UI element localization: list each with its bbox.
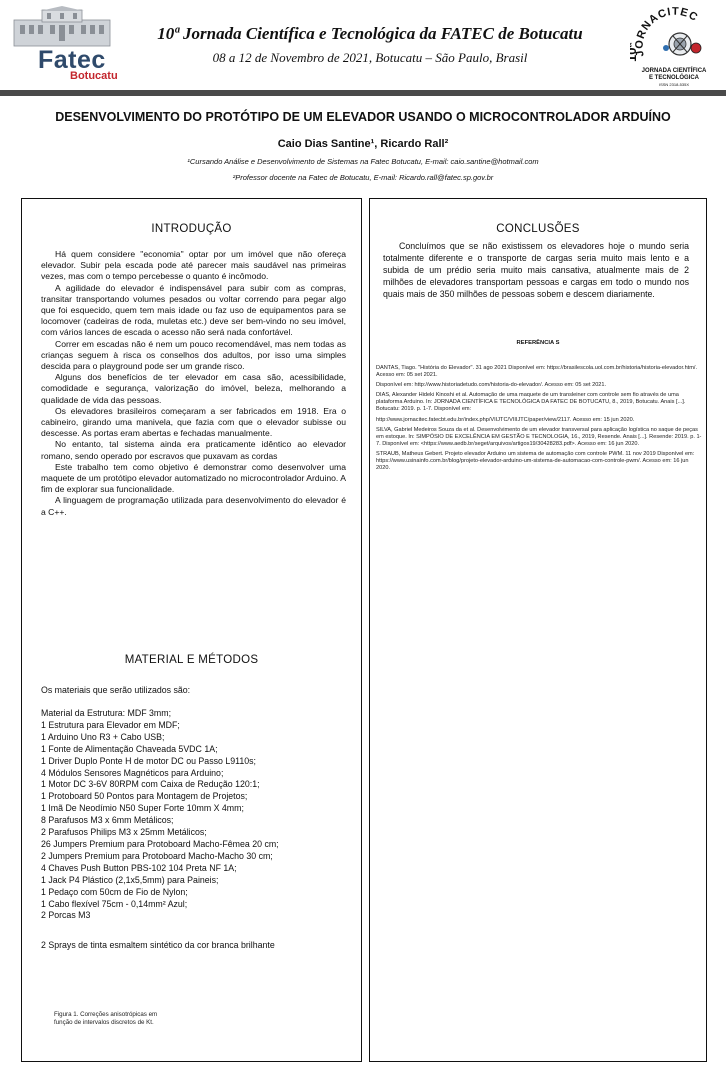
- intro-paragraph: Há quem considere "economia" optar por um imóvel que não ofereça elevador. Subir pela escada pode até parecer mais saudável nas primeiras vezes, mas com o tempo percebesse o quanto é incômodo.: [41, 249, 346, 282]
- list-item: 1 Estrutura para Elevador em MDF;: [41, 719, 180, 730]
- fatec-logo-text: Fatec: [38, 46, 106, 74]
- methods-heading: MATERIAL E MÉTODOS: [124, 654, 259, 666]
- list-item: 2 Parafusos Philips M3 x 25mm Metálicos;: [41, 827, 207, 838]
- conclusions-paragraph: Concluímos que se não existissem os elevadores hoje o mundo seria totalmente diferente e o transporte de cargas seria muito mais lento e a subida de um prédio seria muito mais cansativa, atualmente mais de 2 milhões de elevadores transportam pessoas e cargas em todo o mundo nos quais mais de 350 milhões de pessoas sobem e descem diariamente.: [383, 241, 689, 300]
- introduction-body: [41, 249, 346, 518]
- figure-caption: [54, 1011, 214, 1027]
- badge-number: 10ª: [630, 42, 639, 62]
- fatec-logo: [12, 6, 118, 82]
- affiliation-1: ¹Cursando Análise e Desenvolvimento de Sistemas na Fatec Botucatu, E-mail: caio.santine@hotmail.com: [187, 157, 539, 166]
- conclusions-body: [383, 240, 689, 300]
- list-item: Material da Estrutura: MDF 3mm;: [41, 708, 172, 718]
- list-item: 1 Imã De Neodímio N50 Super Forte 10mm X 4mm;: [41, 803, 244, 814]
- materials-list: [41, 708, 279, 922]
- list-item: 2 Jumpers Premium para Protoboard Macho-Macho 30 cm;: [41, 850, 273, 861]
- list-item: 1 Motor DC 3-6V 80RPM com Caixa de Redução 120:1;: [41, 779, 260, 790]
- intro-paragraph: Os elevadores brasileiros começaram a ser fabricados em 1918. Era o cabineiro, girando uma manivela, que fazia com que o elevador subisse ou descesse. As portas eram abertas e fechadas manualmente.: [41, 405, 346, 439]
- badge-caption: [630, 68, 718, 82]
- badge-line-1: JORNADA CIENTÍFICA: [641, 68, 707, 74]
- badge-line-2: E TECNOLÓGICA: [648, 75, 699, 81]
- references-heading: REFERÊNCIA S: [516, 340, 560, 346]
- intro-paragraph: Este trabalho tem como objetivo é demonstrar como desenvolver uma maquete de um protótipo elevador automatizado no microcontrolador Arduino. A fim de explorar sua funcionalidade.: [41, 461, 346, 495]
- list-item: 1 Jack P4 Plástico (2,1x5,5mm) para Paineis;: [41, 874, 219, 885]
- list-item: 1 Pedaço com 50cm de Fio de Nylon;: [41, 886, 188, 897]
- list-item: 8 Parafusos M3 x 6mm Metálicos;: [41, 815, 174, 826]
- badge-arc-text: JORNACITEC: [633, 5, 701, 58]
- reference-item: Disponível em: http://www.historiadetudo.com/historia-do-elevador/. Acesso em: 05 set 2021.: [376, 382, 607, 389]
- intro-paragraph: Alguns dos benefícios de ter elevador em casa são, acessibilidade, comodidade e segurança, valorização do imóvel, beleza, melhorando a qualidade de vida das pessoas.: [41, 372, 346, 405]
- page-header: [0, 0, 726, 90]
- header-divider: [0, 90, 726, 96]
- badge-issn: ISSN 2318-535X: [658, 82, 690, 87]
- list-item: 1 Cabo flexível 75cm - 0,14mm² Azul;: [41, 898, 188, 909]
- paper-title: DESENVOLVIMENTO DO PROTÓTIPO DE UM ELEVADOR USANDO O MICROCONTROLADOR ARDUÍNO: [55, 110, 671, 124]
- building-icon: [12, 6, 112, 48]
- methods-lead: Os materiais que serão utilizados são:: [41, 685, 191, 695]
- figure-caption-line-1: Figura 1. Correções anisotrópicas em: [54, 1011, 158, 1018]
- event-title: 10ª Jornada Científica e Tecnológica da FATEC de Botucatu: [157, 24, 583, 43]
- reference-item: DIAS, Alexander Hideki Kinoshi et al. Automação de uma maquete de um transleiner com controle sem fio através de uma plataforma Arduino. In: JORNADA CIENTÍFICA E TECNOLÓGICA DA FATEC DE BOTUCATU, 8., 2019, Botucatu. Anais [...]. Botucatu: 2019. p. 1-7. Disponível em:: [376, 392, 686, 413]
- references-list: [376, 365, 702, 475]
- intro-paragraph: A linguagem de programação utilizada para desenvolvimento do elevador é a C++.: [41, 495, 346, 517]
- list-item: 4 Chaves Push Button PBS-102 104 Preta NF 1A;: [41, 862, 237, 873]
- affiliation-2: ²Professor docente na Fatec de Botucatu, E-mail: Ricardo.rall@fatec.sp.gov.br: [232, 173, 494, 182]
- reference-item: STRAUB, Matheus Gebert. Projeto elevador Arduino um sistema de automação com controle PWM. 11 nov 2019 Disponível em: https://www.usinainfo.com.br/blog/projeto-elevador-arduino-um-sistema-de-automacao-com-controle-pwm/. Acesso em: 16 jun 2020.: [376, 450, 695, 472]
- introduction-heading: INTRODUÇÃO: [151, 223, 232, 235]
- jornacitec-logo: [630, 4, 718, 86]
- reference-item: DANTAS, Tiago. "História do Elevador". 31 ago 2021 Disponível em: https://brasilescola.uol.com.br/historia/historia-elevador.htm/. Acesso em: 05 set 2021.: [376, 365, 697, 379]
- left-column: [21, 198, 362, 1062]
- list-item: 1 Driver Duplo Ponte H de motor DC ou Passo L9110s;: [41, 755, 256, 766]
- intro-paragraph: No entanto, tal sistema ainda era praticamente idêntico ao elevador romano, sendo operado por escravos que puxavam as cordas: [41, 439, 346, 461]
- intro-paragraph: A agilidade do elevador é indispensável para subir com as compras, transitar transportando volumes pesados ou voltar correndo para pegar algo que foi esquecido, quem tem mais idade ou faz uso de equipamentos para se locomover (cadeiras de roda, muletas etc.) deve ser bem-vindo no seu imóvel, com vários lances de escada o acesso não será nada confortável.: [41, 282, 346, 338]
- list-item: 4 Módulos Sensores Magnéticos para Arduino;: [41, 767, 224, 778]
- list-item: 26 Jumpers Premium para Protoboard Macho-Fêmea 20 cm;: [41, 838, 279, 849]
- reference-item: SILVA, Gabriel Medeiros Souza da et al. Desenvolvimento de um elevador transversal para aplicação logística no saque de peças em estoque. In: SIMPÓSIO DE EXCELÊNCIA EM GESTÃO E TECNOLOGIA, 16., 2019, Resende. Anais [...]. Resende: 2019. p. 1-7. Disponível em: <https://www.aedb.br/seget/arquivos/artigos19/30428283.pdf>. Acesso em: 16 jun 2020.: [376, 426, 702, 447]
- list-item: 2 Porcas M3: [41, 910, 91, 921]
- reference-item: http://www.jornacitec.fatecbt.edu.br/index.php/VIIJTC/VIIIJTC/paper/view/2117. Acesso em: 15 jun 2020.: [376, 416, 635, 423]
- conclusions-heading: CONCLUSÕES: [496, 223, 580, 235]
- event-subtitle: 08 a 12 de Novembro de 2021, Botucatu – São Paulo, Brasil: [212, 50, 528, 65]
- figure-caption-line-2: função de intervalos discretos de Kt.: [54, 1018, 154, 1026]
- materials-last-item: 2 Sprays de tinta esmaltem sintético da cor branca brilhante: [41, 940, 275, 950]
- fatec-logo-subtext: Botucatu: [70, 70, 118, 82]
- right-column: [369, 198, 707, 1062]
- paper-authors: Caio Dias Santine¹, Ricardo Rall²: [277, 138, 449, 150]
- intro-paragraph: Correr em escadas não é nem um pouco recomendável, mas nem todas as crianças seguem à risca os conselhos dos adultos, por isso uma simples descida para o playground pode ser um grande risco.: [41, 338, 346, 372]
- list-item: 1 Fonte de Alimentação Chaveada 5VDC 1A;: [41, 743, 218, 754]
- list-item: 1 Arduino Uno R3 + Cabo USB;: [41, 731, 165, 742]
- jornacitec-badge-icon: [630, 4, 718, 68]
- list-item: 1 Protoboard 50 Pontos para Montagem de Projetos;: [41, 791, 248, 802]
